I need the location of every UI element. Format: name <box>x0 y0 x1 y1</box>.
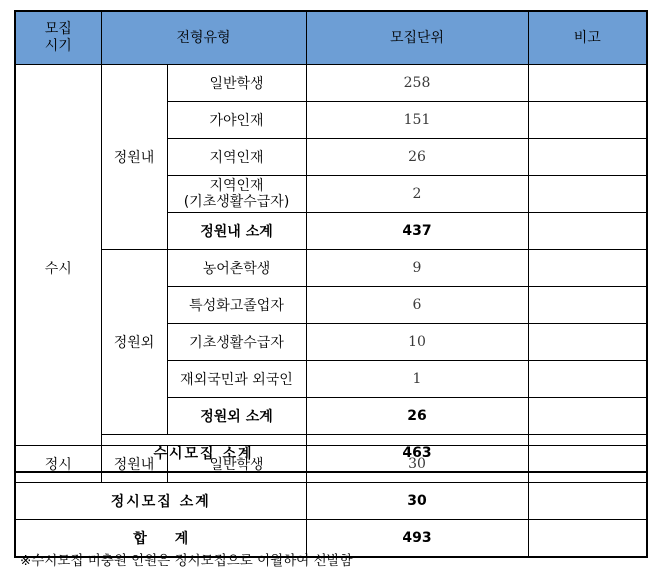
susi-jeongwonnae-label: 정원내 <box>101 65 167 250</box>
row-name: 일반학생 <box>167 446 306 483</box>
admission-quota-table-lower <box>14 445 648 558</box>
grand-total-label: 합 계 <box>15 520 306 557</box>
table-row <box>15 446 647 483</box>
table-header-row <box>15 11 647 65</box>
footnote: ※수시모집 미충원 인원은 정시모집으로 이월하여 선발함 <box>20 553 353 569</box>
row-name-line1: 지역인재 <box>209 178 264 194</box>
row-name: 기초생활수급자 <box>167 324 306 361</box>
header-period-line1: 모집 <box>44 21 72 37</box>
susi-jeongwonoe-label: 정원외 <box>101 250 167 435</box>
row-value: 2 <box>306 176 528 213</box>
susi-label: 수시 <box>15 65 101 472</box>
table-row <box>15 250 647 287</box>
table-row <box>15 65 647 102</box>
jeongsi-label: 정시 <box>15 446 101 483</box>
row-note <box>528 213 647 250</box>
row-value: 1 <box>306 361 528 398</box>
header-period-line2: 시기 <box>44 38 72 54</box>
row-value: 9 <box>306 250 528 287</box>
row-note <box>528 65 647 102</box>
susi-total-value: 463 <box>306 435 528 472</box>
row-name: 특성화고졸업자 <box>167 287 306 324</box>
header-period <box>15 11 101 65</box>
row-name: 재외국민과 외국인 <box>167 361 306 398</box>
row-note <box>528 446 647 483</box>
row-value: 6 <box>306 287 528 324</box>
row-note <box>528 324 647 361</box>
row-name <box>167 176 306 213</box>
total-row <box>15 483 647 520</box>
header-quota: 모집단위 <box>306 11 528 65</box>
row-note <box>528 250 647 287</box>
subtotal-value: 437 <box>306 213 528 250</box>
row-value: 26 <box>306 139 528 176</box>
row-name: 일반학생 <box>167 65 306 102</box>
row-note <box>528 139 647 176</box>
admission-quota-table <box>14 10 648 473</box>
header-note: 비고 <box>528 11 647 65</box>
row-note <box>528 102 647 139</box>
subtotal-label: 정원외 소계 <box>167 398 306 435</box>
subtotal-label: 정원내 소계 <box>167 213 306 250</box>
jeongsi-total-label: 정시모집 소계 <box>15 483 306 520</box>
row-name: 가야인재 <box>167 102 306 139</box>
row-note <box>528 483 647 520</box>
row-value: 30 <box>306 446 528 483</box>
row-note <box>528 176 647 213</box>
row-name-line2: (기초생활수급자) <box>183 194 290 210</box>
row-name: 농어촌학생 <box>167 250 306 287</box>
row-value: 151 <box>306 102 528 139</box>
jeongsi-total-value: 30 <box>306 483 528 520</box>
row-value: 258 <box>306 65 528 102</box>
jeongsi-sub-label: 정원내 <box>101 446 167 483</box>
row-note <box>528 520 647 557</box>
row-name: 지역인재 <box>167 139 306 176</box>
susi-total-label: 수시모집 소계 <box>101 435 306 472</box>
row-note <box>528 287 647 324</box>
grand-total-value: 493 <box>306 520 528 557</box>
row-value: 10 <box>306 324 528 361</box>
row-note <box>528 398 647 435</box>
subtotal-value: 26 <box>306 398 528 435</box>
row-note <box>528 361 647 398</box>
header-type: 전형유형 <box>101 11 306 65</box>
